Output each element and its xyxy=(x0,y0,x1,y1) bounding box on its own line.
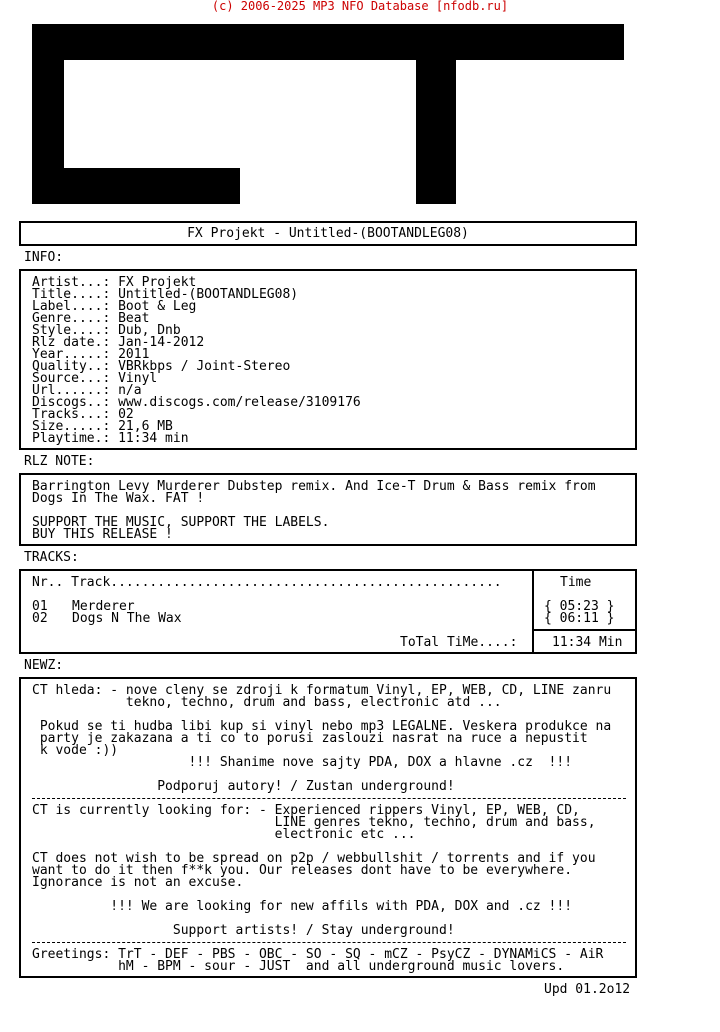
newz-line: CT hleda: - nove cleny se zdroji k formatum Vinyl, EP, WEB, CD, LINE zanru xyxy=(32,683,612,698)
newz-line: Ignorance is not an excuse. xyxy=(32,875,244,890)
info-line: Year.....: 2011 xyxy=(32,347,150,362)
rlz-note-line: SUPPORT THE MUSIC, SUPPORT THE LABELS. xyxy=(32,515,330,530)
rlz-note-label: RLZ NOTE: xyxy=(24,454,95,469)
logo-t-stem xyxy=(416,60,456,204)
newz-line: LINE genres tekno, techno, drum and bass, xyxy=(32,815,596,830)
track-title: Merderer xyxy=(72,599,135,614)
newz-line: tekno, techno, drum and bass, electronic atd ... xyxy=(32,695,502,710)
tracks-total-divider xyxy=(532,629,635,631)
logo-c-bottom xyxy=(64,168,240,204)
updated-stamp: Upd 01.2o12 xyxy=(544,982,631,997)
track-time: { 05:23 } xyxy=(544,599,615,614)
tracks-label: TRACKS: xyxy=(24,550,79,565)
release-title-box xyxy=(19,221,637,246)
newz-line: !!! We are looking for new affils with PDA, DOX and .cz !!! xyxy=(32,899,573,914)
info-box xyxy=(19,269,637,450)
info-line: Title....: Untitled-(BOOTANDLEG08) xyxy=(32,287,299,302)
newz-line: Podporuj autory! / Zustan underground! xyxy=(32,779,455,794)
newz-line: Greetings: TrT - DEF - PBS - OBC - SO - SQ - mCZ - PsyCZ - DYNAMiCS - AiR xyxy=(32,947,604,962)
tracks-header-time: Time xyxy=(560,575,592,590)
info-line: Label....: Boot & Leg xyxy=(32,299,197,314)
logo-c-stem xyxy=(32,60,64,204)
logo-top-bar xyxy=(32,24,624,60)
newz-line: Support artists! / Stay underground! xyxy=(32,923,455,938)
newz-line: k vode :)) xyxy=(32,743,119,758)
newz-box xyxy=(19,677,637,978)
info-label: INFO: xyxy=(24,250,64,265)
tracks-header-left: Nr.. Track.................................................. xyxy=(32,575,502,590)
rlz-note-line: Barrington Levy Murderer Dubstep remix. And Ice-T Drum & Bass remix from xyxy=(32,479,596,494)
newz-line: CT is currently looking for: - Experienced rippers Vinyl, EP, WEB, CD, xyxy=(32,803,580,818)
rlz-note-box xyxy=(19,473,637,546)
info-line: Style....: Dub, Dnb xyxy=(32,323,181,338)
newz-line: electronic etc ... xyxy=(32,827,416,842)
info-line: Tracks...: 02 xyxy=(32,407,134,422)
newz-line: Pokud se ti hudba libi kup si vinyl nebo mp3 LEGALNE. Veskera produkce na xyxy=(32,719,612,734)
tracks-column-divider xyxy=(532,571,534,652)
info-line: Size.....: 21,6 MB xyxy=(32,419,173,434)
release-title: FX Projekt - Untitled-(BOOTANDLEG08) xyxy=(187,226,469,241)
track-number: 02 xyxy=(32,611,48,626)
info-line: Artist...: FX Projekt xyxy=(32,275,197,290)
info-lines xyxy=(32,277,361,445)
info-line: Genre....: Beat xyxy=(32,311,150,326)
track-title: Dogs N The Wax xyxy=(72,611,182,626)
info-line: Discogs..: www.discogs.com/release/3109176 xyxy=(32,395,361,410)
total-time-value: 11:34 Min xyxy=(552,635,623,650)
copyright-banner: (c) 2006-2025 MP3 NFO Database [nfodb.ru] xyxy=(211,0,509,13)
total-time-label: ToTal TiMe....: xyxy=(400,635,518,650)
info-line: Source...: Vinyl xyxy=(32,371,158,386)
tracks-box xyxy=(19,569,637,654)
newz-lines xyxy=(32,685,611,973)
newz-label: NEWZ: xyxy=(24,658,64,673)
track-number: 01 xyxy=(32,599,48,614)
newz-line: party je zakazana a ti co to porusi zaslouzi nasrat na ruce a nepustit xyxy=(32,731,588,746)
newz-line: hM - BPM - sour - JUST and all underground music lovers. xyxy=(32,959,565,974)
info-line: Quality..: VBRkbps / Joint-Stereo xyxy=(32,359,291,374)
newz-line: !!! Shanime nove sajty PDA, DOX a hlavne .cz !!! xyxy=(32,755,573,770)
info-line: Playtime.: 11:34 min xyxy=(32,431,189,446)
newz-line: CT does not wish to be spread on p2p / webbullshit / torrents and if you xyxy=(32,851,596,866)
info-line: Rlz date.: Jan-14-2012 xyxy=(32,335,205,350)
track-time: { 06:11 } xyxy=(544,611,615,626)
newz-line: want to do it then f**k you. Our releases dont have to be everywhere. xyxy=(32,863,573,878)
rlz-note-line: BUY THIS RELEASE ! xyxy=(32,527,173,542)
info-line: Url......: n/a xyxy=(32,383,142,398)
rlz-note-line: Dogs In The Wax. FAT ! xyxy=(32,491,205,506)
rlz-note-lines xyxy=(32,481,596,541)
